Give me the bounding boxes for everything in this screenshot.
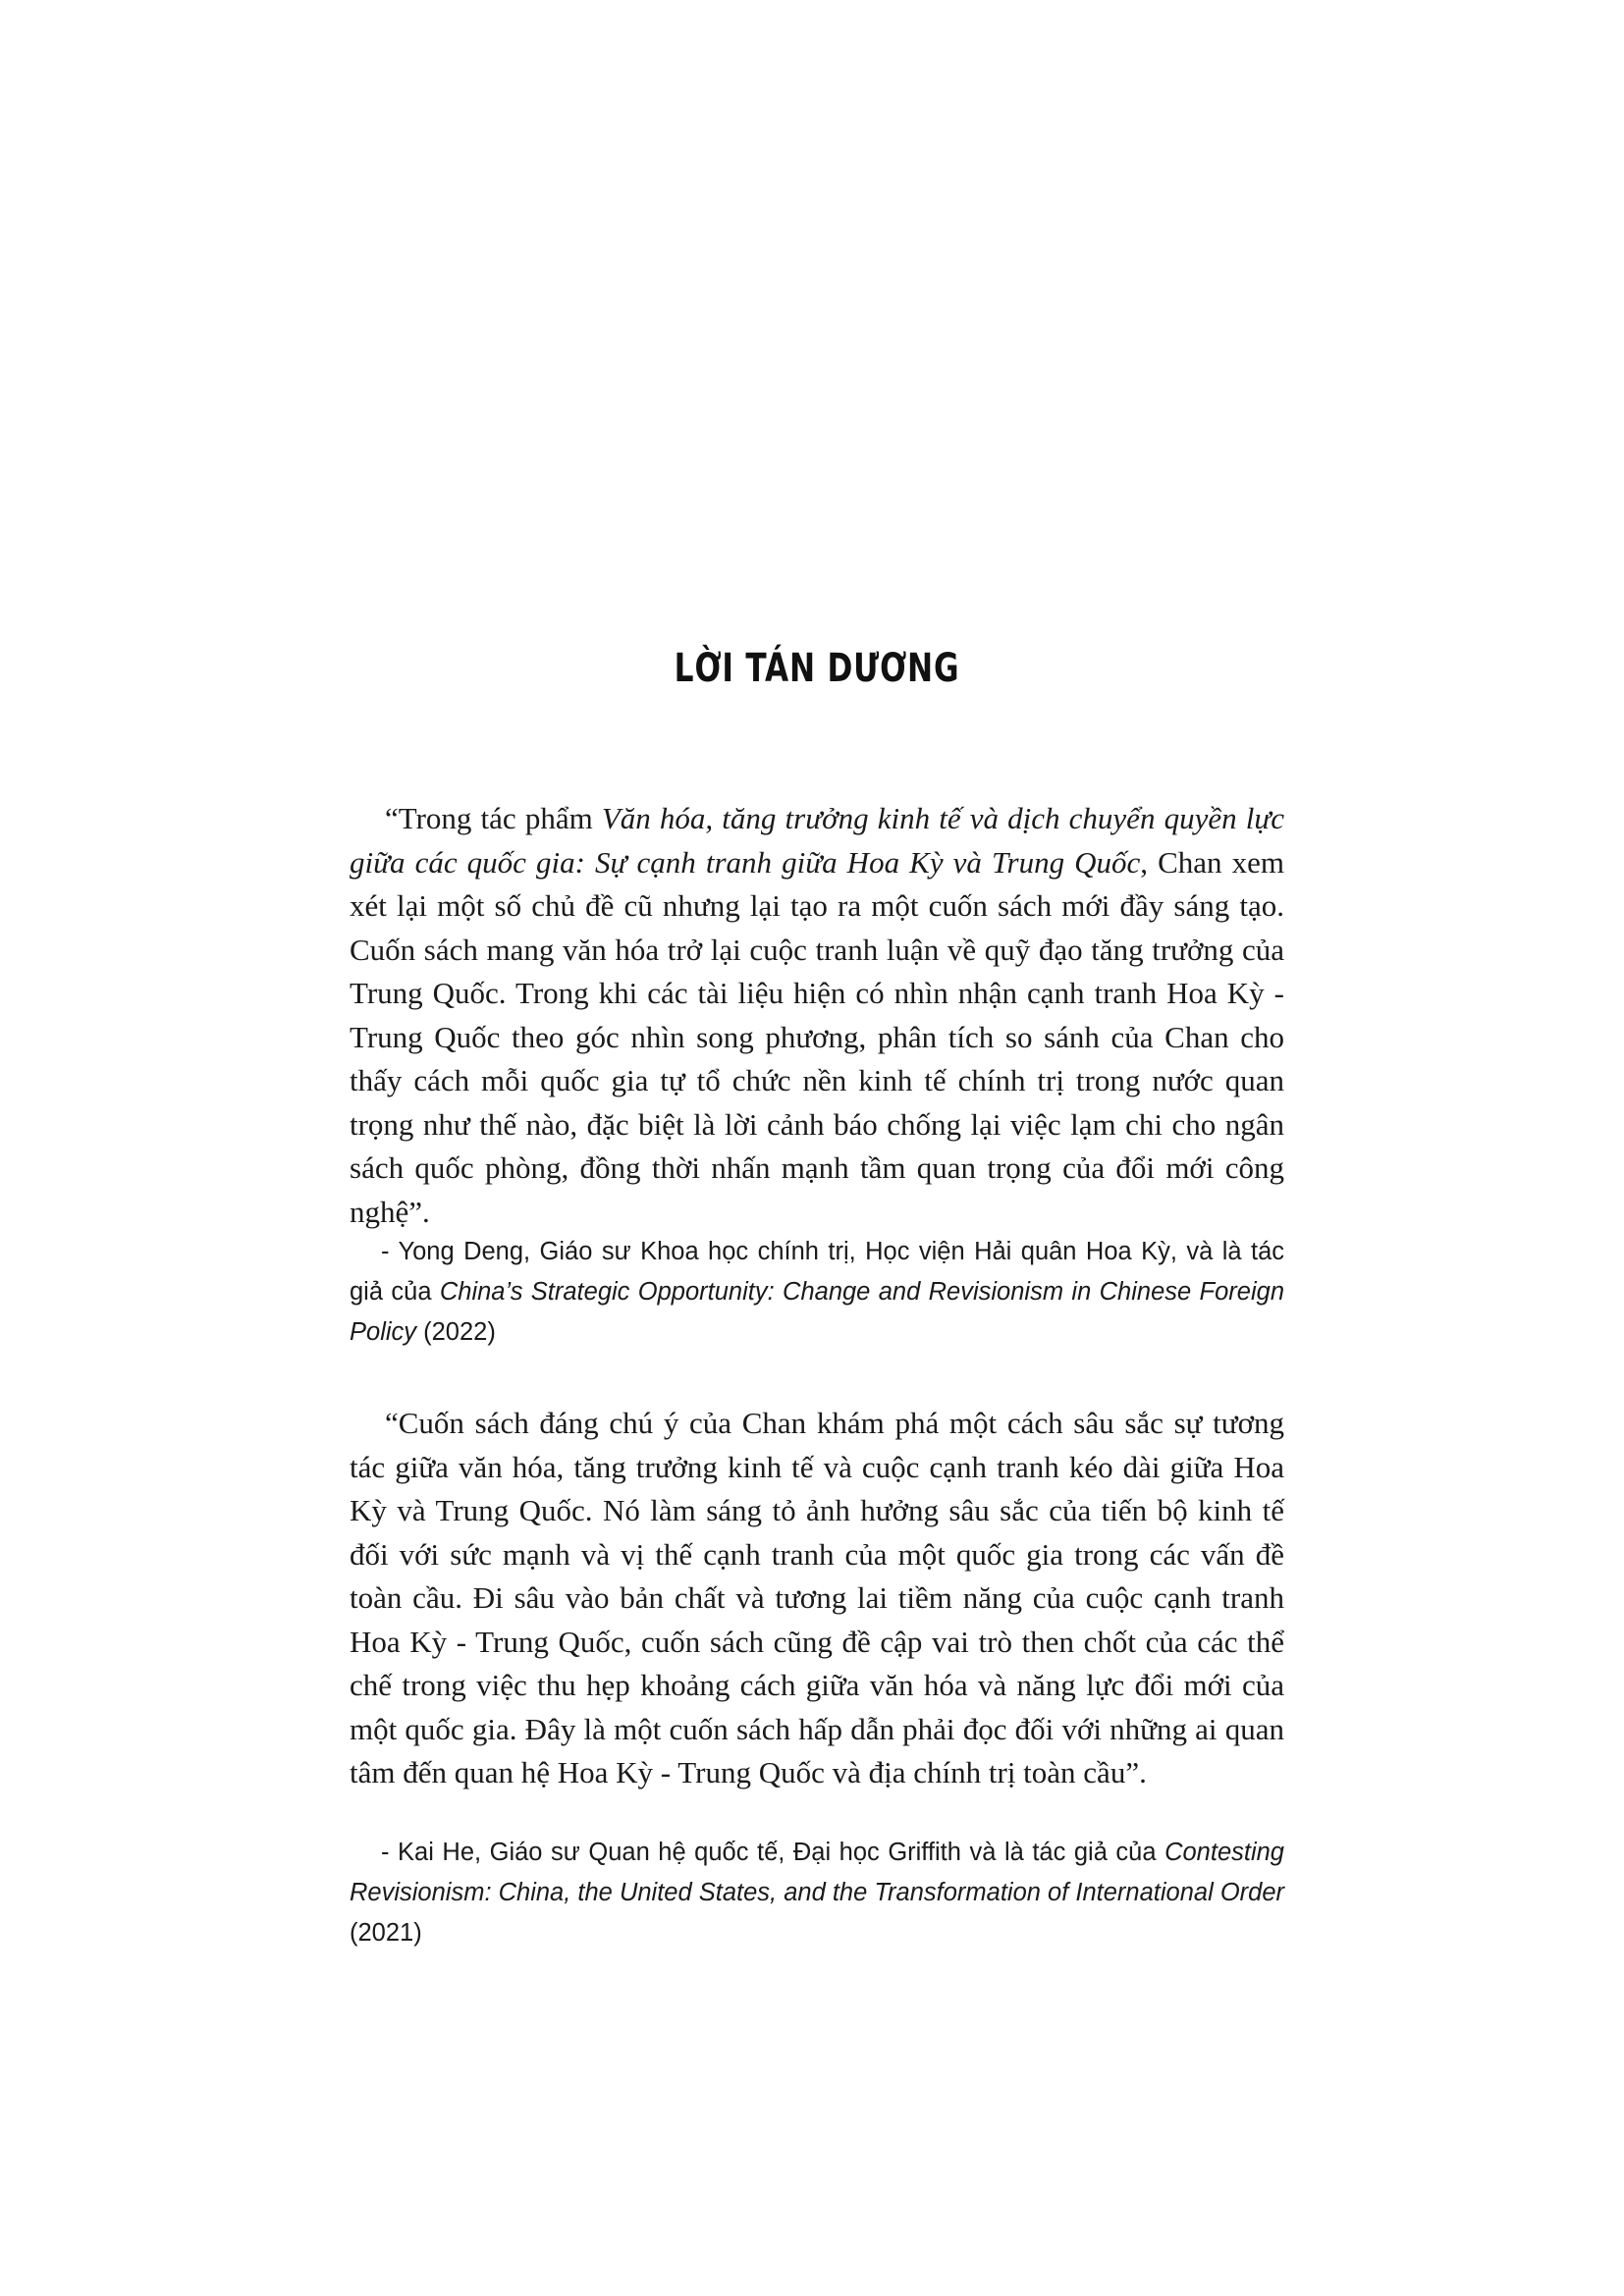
quote-1-book-title: Văn hóa, tăng trưởng kinh tế và dịch chuyển quyền lực giữa các quốc gia: Sự cạnh tranh giữa Hoa Kỳ và Trung Quốc (350, 801, 1284, 880)
attribution-2-year: (2021) (350, 1919, 422, 1947)
page-title: LỜI TÁN DƯƠNG (674, 646, 960, 691)
attribution-1-year: (2022) (416, 1318, 496, 1346)
endorsement-quote-2 (350, 1402, 1284, 1795)
attribution-2-author: - Kai He, Giáo sư Quan hệ quốc tế, Đại học Griffith và là tác giả của (381, 1839, 1165, 1866)
attribution-1-author: - Yong Deng, Giáo sư Khoa học chính trị, Học viện Hải quân Hoa Kỳ, và là tác giả của (350, 1238, 1284, 1306)
quote-1-text-after: , Chan xem xét lại một số chủ đề cũ nhưng lại tạo ra một cuốn sách mới đầy sáng tạo. Cuốn sách mang văn hóa trở lại cuộc tranh luận về quỹ đạo tăng trưởng của Trung Quốc. Trong khi các tài liệu hiện có nhìn nhận cạnh tranh Hoa Kỳ - Trung Quốc theo góc nhìn song phương, phân tích so sánh của Chan cho thấy cách mỗi quốc gia tự tổ chức nền kinh tế chính trị trong nước quan trọng như thế nào, đặc biệt là lời cảnh báo chống lại việc lạm chi cho ngân sách quốc phòng, đồng thời nhấn mạnh tầm quan trọng của đổi mới công nghệ”. (350, 844, 1285, 1229)
quote-1-text-before: “Trong tác phẩm (385, 801, 602, 835)
endorsement-quote-1 (350, 797, 1284, 1234)
quote-2-text-before: “Cuốn sách đáng chú ý của Chan khám phá một cách sâu sắc sự tương tác giữa văn hóa, tăng trưởng kinh tế và cuộc cạnh tranh kéo dài giữa Hoa Kỳ và Trung Quốc. Nó làm sáng tỏ ảnh hưởng sâu sắc của tiến bộ kinh tế đối với sức mạnh và vị thế cạnh tranh của một quốc gia trong các vấn đề toàn cầu. Đi sâu vào bản chất và tương lai tiềm năng của cuộc cạnh tranh Hoa Kỳ - Trung Quốc, cuốn sách cũng đề cập vai trò then chốt của các thể chế trong việc thu hẹp khoảng cách giữa văn hóa và năng lực đổi mới của một quốc gia. Đây là một cuốn sách hấp dẫn phải đọc đối với những ai quan tâm đến quan hệ Hoa Kỳ - Trung Quốc và địa chính trị toàn cầu”. (350, 1406, 1284, 1789)
attribution-1-book-title: China’s Strategic Opportunity: Change and Revisionism in Chinese Foreign Policy (350, 1278, 1285, 1346)
endorsement-attribution-1 (350, 1232, 1284, 1353)
attribution-2-book-title: Contesting Revisionism: China, the United States, and the Transformation of International Order (350, 1839, 1285, 1906)
endorsement-attribution-2 (350, 1833, 1284, 1953)
